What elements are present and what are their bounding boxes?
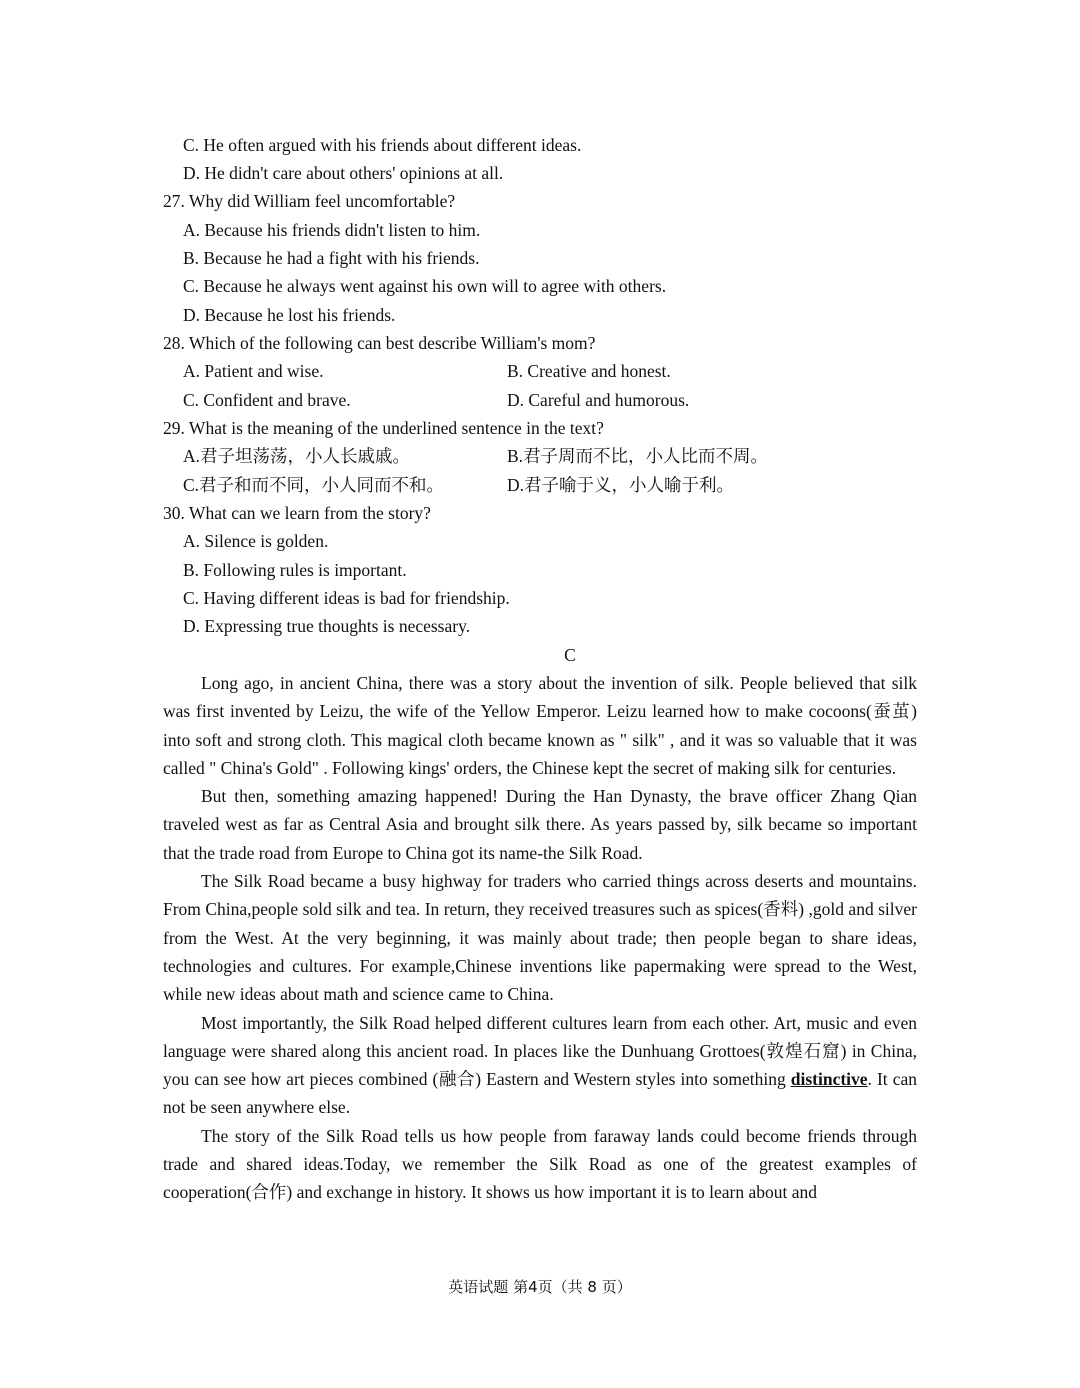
page-footer: 英语试题 第4页（共 8 页） [448, 1278, 632, 1296]
passage-paragraph-4 [163, 1009, 917, 1122]
passage-paragraph-3: The Silk Road became a busy highway for traders who carried things across deserts and mountains. From China,people sold silk and tea. In return, they received treasures such as spices(香料) ,gold and silver from the West. At the very beginning, it was mainly about trade; then people began to share ideas, technologies and cultures. For example,Chinese inventions like papermaking were spread to the West, while new ideas about math and science came to China. [163, 871, 917, 1005]
q28-option-c: C. Confident and brave. [183, 390, 351, 410]
q30-option-c: C. Having different ideas is bad for friendship. [183, 588, 510, 608]
q29-option-b: B.君子周而不比，小人比而不周。 [507, 446, 769, 466]
q29-option-c: C.君子和而不同，小人同而不和。 [183, 475, 445, 495]
reading-passage-c [163, 669, 917, 1207]
passage-paragraph-5: The story of the Silk Road tells us how people from faraway lands could become friends through trade and shared ideas.Today, we remember the Silk Road as one of the greatest examples of cooperation(合作) and exchange in history. It shows us how important it is to learn about and [163, 1125, 917, 1203]
q27-option-b: B. Because he had a fight with his friends. [183, 248, 480, 268]
question-27: 27. Why did William feel uncomfortable? [163, 191, 456, 211]
underlined-word: distinctive [790, 1069, 868, 1090]
question-28: 28. Which of the following can best describe William's mom? [163, 333, 596, 353]
q30-option-d: D. Expressing true thoughts is necessary. [183, 616, 471, 636]
q27-option-d: D. Because he lost his friends. [183, 305, 396, 325]
q30-option-a: A. Silence is golden. [183, 531, 329, 551]
q28-option-b: B. Creative and honest. [507, 361, 671, 381]
passage-paragraph-1: Long ago, in ancient China, there was a story about the invention of silk. People believed that silk was first invented by Leizu, the wife of the Yellow Emperor. Leizu learned how to make cocoons(蚕茧) into soft and strong cloth. This magical cloth became known as " silk" , and it was so valuable that it was called " China's Gold" . Following kings' orders, the Chinese kept the secret of making silk for centuries. [163, 673, 917, 778]
paragraph-4-text-end: . It can not be seen anywhere else. [163, 1069, 917, 1118]
q27-option-c: C. Because he always went against his own will to agree with others. [183, 276, 667, 296]
q28-option-d: D. Careful and humorous. [507, 390, 690, 410]
q29-option-a: A.君子坦荡荡，小人长戚戚。 [183, 446, 411, 466]
q27-option-a: A. Because his friends didn't listen to him. [183, 220, 481, 240]
section-label: C [564, 645, 576, 665]
paragraph-4-text-start: Most importantly, the Silk Road helped different cultures learn from each other. Art, music and even language were shared along this ancient road. In places like the Dunhuang Grottoes(敦煌石窟) in China, you can see how art pieces combined (融合) Eastern and Western styles into something [163, 1012, 917, 1090]
question-30: 30. What can we learn from the story? [163, 503, 431, 523]
passage-paragraph-2: But then, something amazing happened! During the Han Dynasty, the brave officer Zhang Qian traveled west as far as Central Asia and brought silk there. As years passed by, silk became so important that the trade road from Europe to China got its name-the Silk Road. [163, 786, 917, 863]
q29-option-d: D.君子喻于义，小人喻于利。 [507, 475, 735, 495]
q26-option-c: C. He often argued with his friends about different ideas. [183, 135, 582, 155]
q28-option-a: A. Patient and wise. [183, 361, 324, 381]
question-29: 29. What is the meaning of the underlined sentence in the text? [163, 418, 604, 438]
q26-option-d: D. He didn't care about others' opinions at all. [183, 163, 504, 183]
q30-option-b: B. Following rules is important. [183, 560, 407, 580]
